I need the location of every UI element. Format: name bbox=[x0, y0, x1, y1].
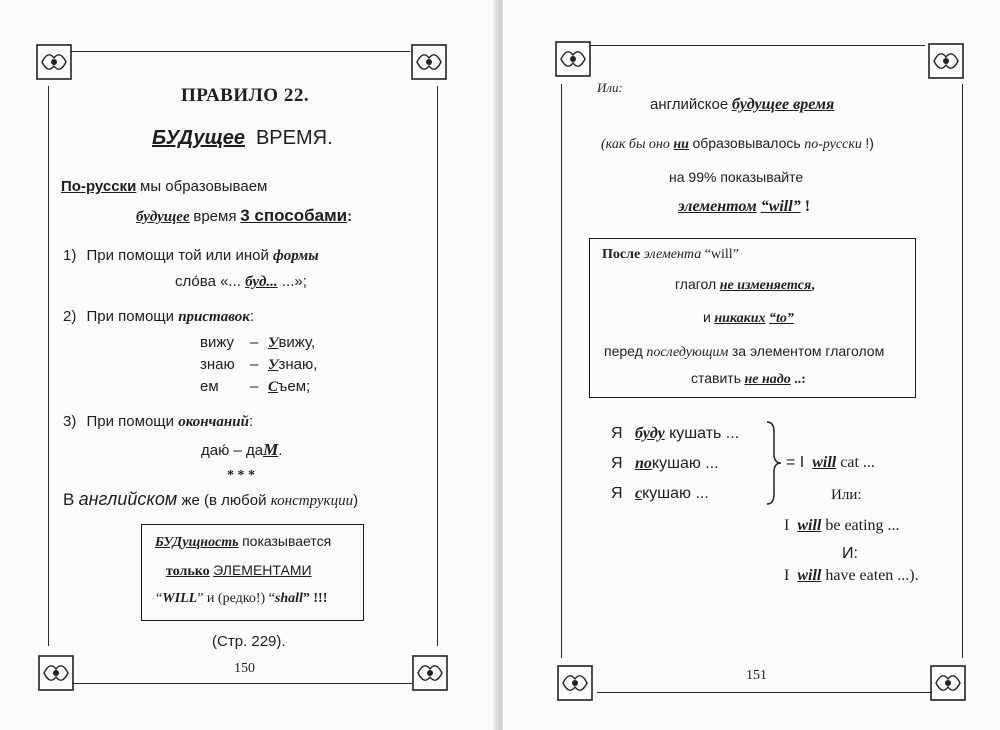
page-number: 150 bbox=[234, 661, 255, 676]
english-example-2: I will be eating ... bbox=[784, 517, 900, 534]
ornament-corner-icon bbox=[555, 41, 591, 77]
right-page bbox=[503, 0, 1000, 730]
frame-bottom-line bbox=[72, 683, 412, 684]
heading-future: БУДущее bbox=[152, 127, 245, 149]
ornament-corner-icon bbox=[412, 655, 448, 691]
frame-bottom-line bbox=[597, 692, 932, 693]
right-line-1: английское будущее время bbox=[650, 96, 835, 113]
separator-stars: * * * bbox=[227, 468, 255, 483]
russian-example-3: Я скушаю ... bbox=[611, 485, 709, 502]
page-number: 151 bbox=[746, 668, 767, 683]
rule-box bbox=[141, 524, 364, 621]
or-label-top: Или: bbox=[597, 80, 623, 95]
method-1-line-1: 1) При помощи той или иной формы bbox=[63, 247, 319, 264]
frame-top-line bbox=[590, 45, 925, 46]
ornament-corner-icon bbox=[411, 44, 447, 80]
method-1-line-2: сло́ва «... буд... ...»; bbox=[175, 273, 307, 290]
box-line-3: “WILL” и (редко!) “shall” !!! bbox=[156, 591, 328, 606]
english-example-1: = I will cat ... bbox=[786, 454, 875, 471]
box-line-2: глагол не изменяется, bbox=[675, 276, 815, 293]
right-line-4: элементом “will” ! bbox=[678, 198, 811, 215]
frame-left-line bbox=[561, 84, 562, 658]
left-page bbox=[0, 0, 497, 730]
method-2-line: 2) При помощи приставок: bbox=[63, 308, 254, 325]
example-row: ем – Съем; bbox=[200, 378, 311, 395]
english-line: В английском же (в любой конструкции) bbox=[63, 489, 359, 509]
box-line-3: и никаких “to” bbox=[703, 309, 794, 326]
box-line-2: только ЭЛЕМЕНТАМИ bbox=[166, 562, 312, 579]
right-line-3: на 99% показывайте bbox=[669, 169, 804, 185]
ornament-corner-icon bbox=[36, 44, 72, 80]
method-3-example: даю́ – даМ. bbox=[201, 440, 283, 459]
rule-box bbox=[589, 238, 916, 398]
box-line-5: ставить не надо ..: bbox=[691, 370, 806, 387]
curly-brace-icon bbox=[765, 420, 783, 506]
frame-right-line bbox=[962, 84, 963, 658]
frame-top-line bbox=[70, 51, 410, 52]
page-reference: (Стр. 229). bbox=[212, 633, 286, 650]
russian-example-1: Я буду кушать ... bbox=[611, 425, 740, 442]
example-row: вижу – Увижу, bbox=[200, 334, 316, 351]
ornament-corner-icon bbox=[928, 43, 964, 79]
intro-line-2: будущее время 3 способами: bbox=[136, 206, 353, 225]
frame-right-line bbox=[437, 86, 438, 646]
heading bbox=[152, 127, 333, 150]
and-label: И: bbox=[842, 545, 858, 562]
ornament-corner-icon bbox=[930, 665, 966, 701]
frame-left-line bbox=[48, 86, 49, 646]
english-example-3: I will have eaten ...). bbox=[784, 567, 919, 584]
ornament-corner-icon bbox=[557, 665, 593, 701]
method-3-line: 3) При помощи окончаний: bbox=[63, 413, 254, 430]
right-line-2: (как бы оно ни образовывалось по-русски !) bbox=[601, 135, 874, 152]
box-line-1: БУДущность показывается bbox=[155, 533, 332, 550]
or-label-mid: Или: bbox=[831, 487, 862, 503]
rule-title: ПРАВИЛО 22. bbox=[181, 85, 310, 106]
intro-line-1: По-русски мы образовываем bbox=[61, 178, 268, 195]
box-line-4: перед последующим за элементом глаголом bbox=[604, 343, 885, 360]
box-line-1: После элемента “will” bbox=[602, 247, 739, 262]
example-row: знаю – Узнаю, bbox=[200, 356, 318, 373]
heading-time: ВРЕМЯ. bbox=[255, 127, 333, 149]
russian-example-2: Я покушаю ... bbox=[611, 455, 719, 472]
ornament-corner-icon bbox=[38, 655, 74, 691]
